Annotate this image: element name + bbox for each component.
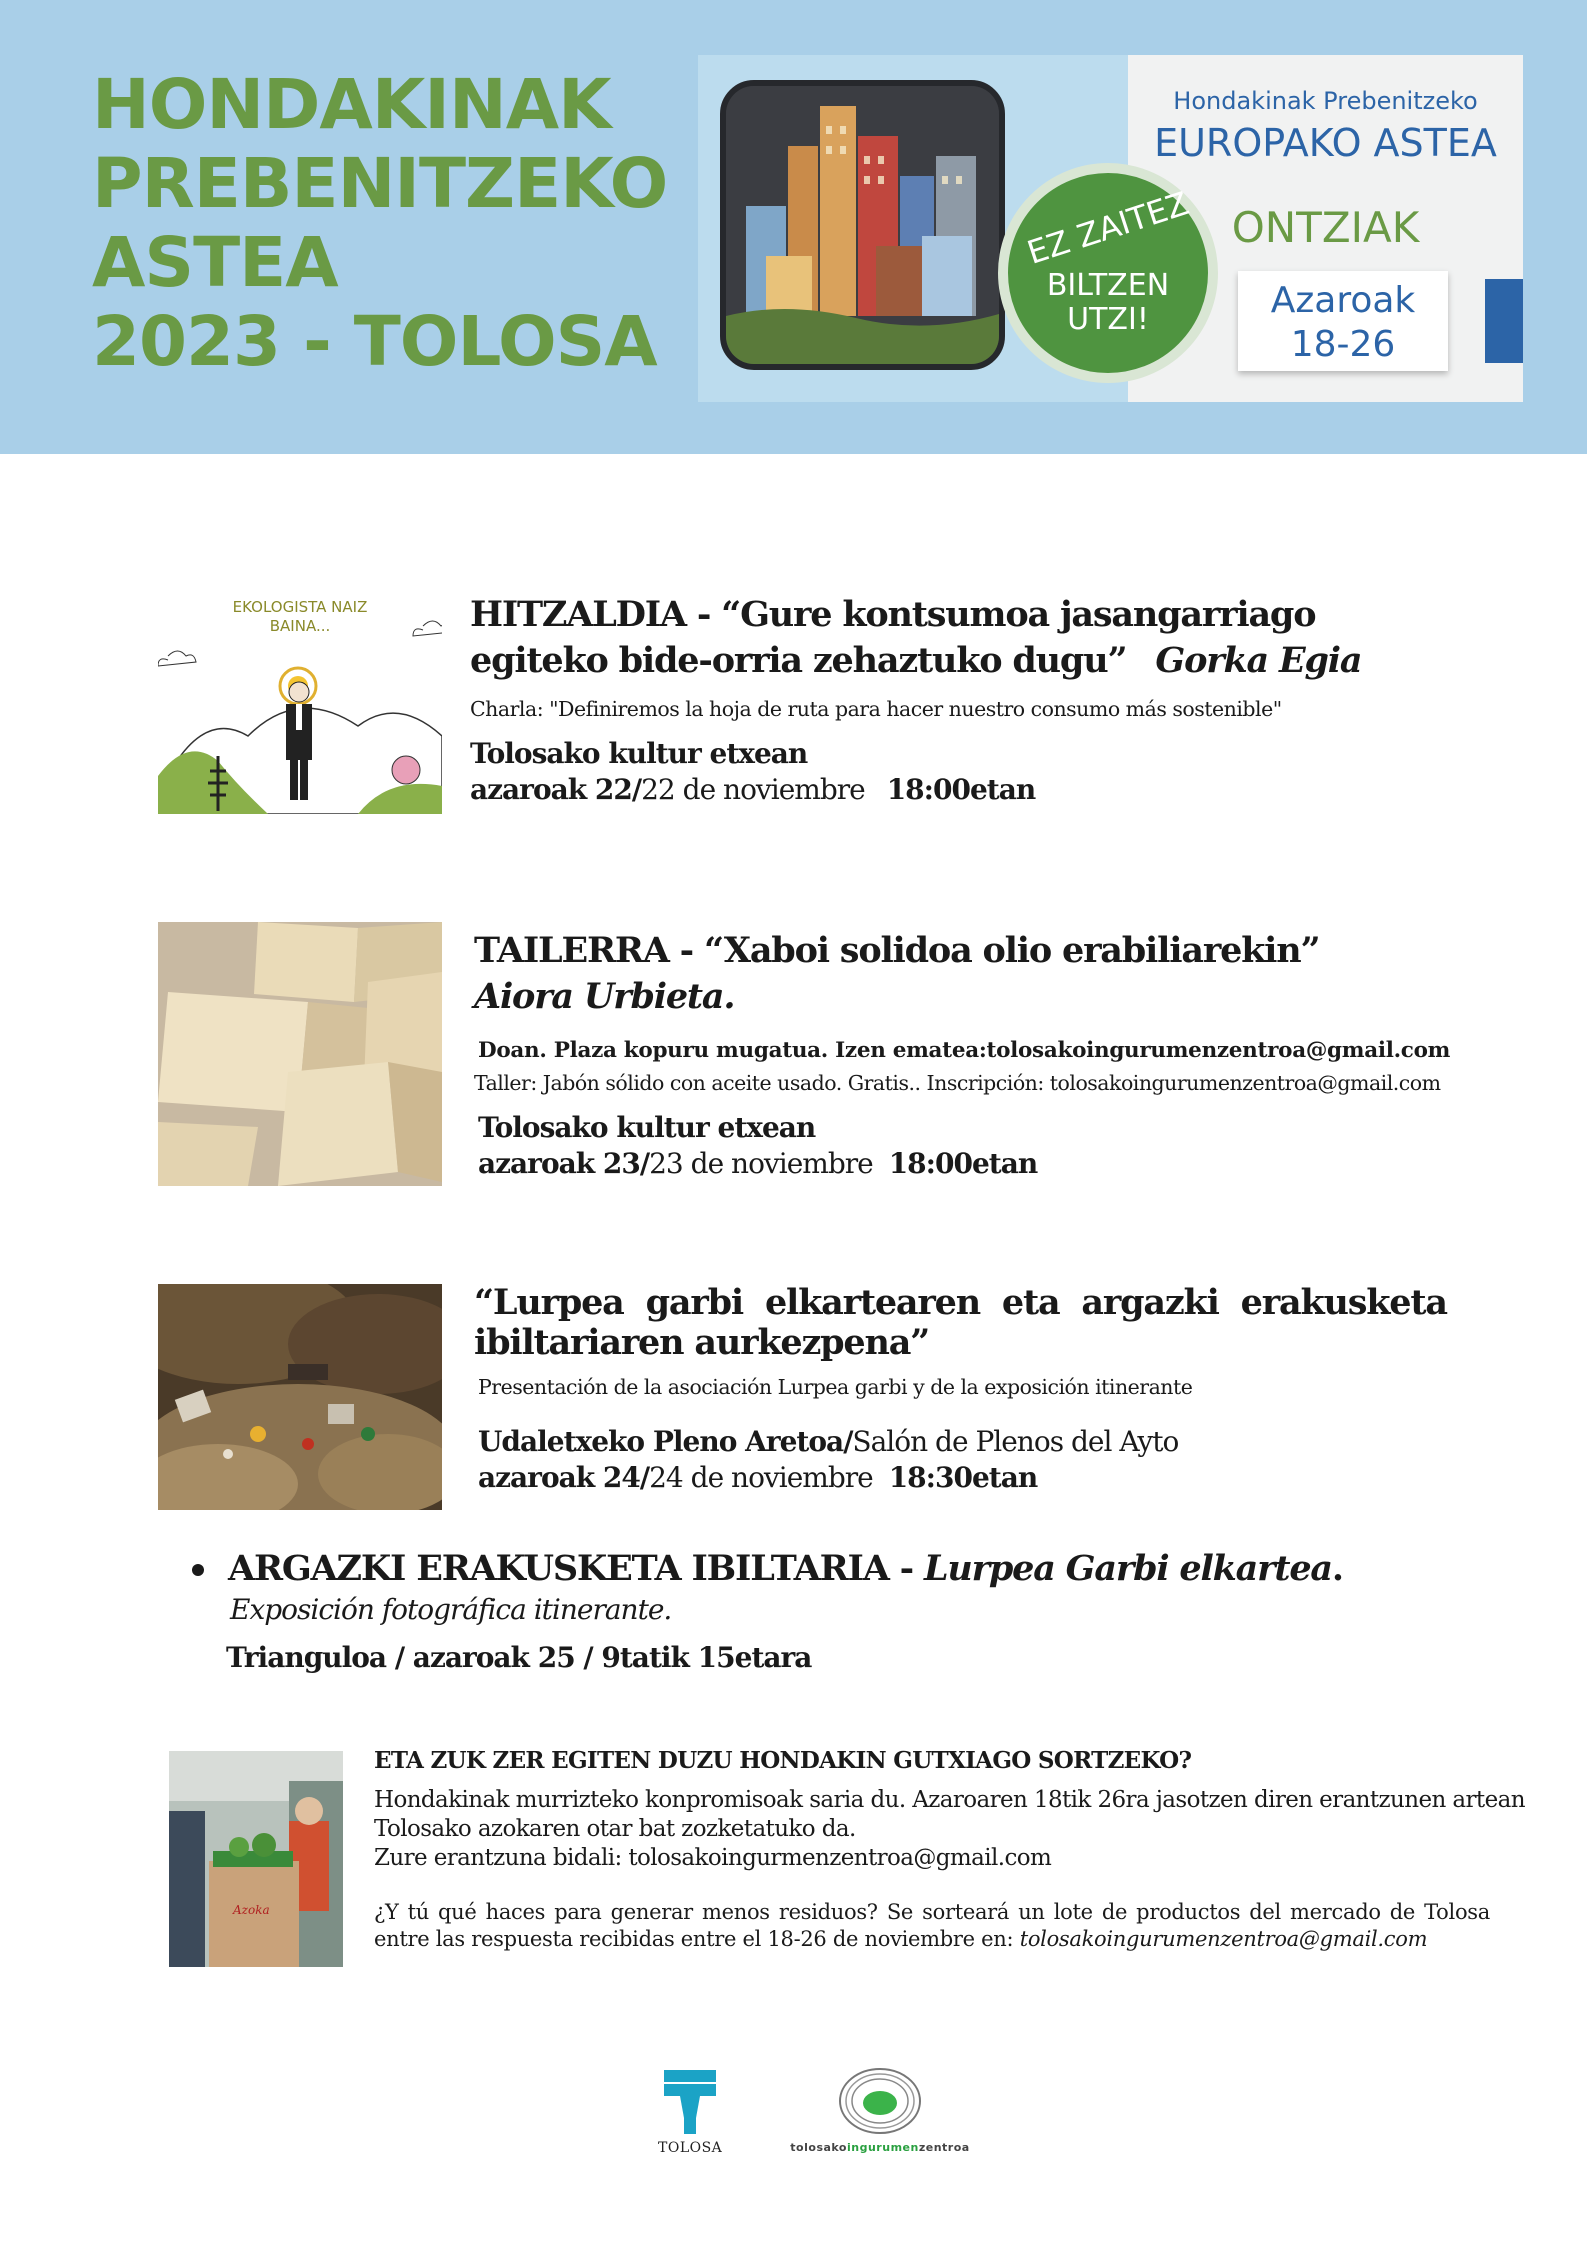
date-sep: / [639, 1461, 650, 1494]
event-place: Tolosako kultur etxean [478, 1111, 816, 1144]
event-info-eu: Doan. Plaza kopuru mugatua. Izen ematea:tolosakoingurumenzentroa@gmail.com [478, 1038, 1451, 1063]
campaign-date-range: 18-26 [1290, 324, 1396, 365]
event-presentation [474, 1280, 1447, 1496]
event-title-line: egiteko bide-orria zehaztuko dugu” [470, 640, 1127, 681]
badge-bottom-text [1008, 269, 1208, 337]
blue-strip [1485, 279, 1523, 363]
event-talk [470, 592, 1470, 808]
cave-photo [158, 1284, 442, 1510]
badge-line: BILTZEN [1046, 268, 1170, 303]
contest-text-es [374, 1899, 1490, 1953]
event-speaker: Aiora Urbieta. [474, 976, 735, 1017]
event-date [474, 1146, 1524, 1182]
event-title: ibiltariaren aurkezpena” [474, 1322, 930, 1363]
title-line: HONDAKINAK [92, 65, 611, 145]
campaign-theme: ONTZIAK [1231, 203, 1420, 252]
date-sep: / [631, 773, 642, 806]
exhibition-details: Trianguloa / azaroak 25 / 9tatik 15etara [226, 1641, 812, 1674]
event-info-es: Taller: Jabón sólido con aceite usado. Gratis.. Inscripción: tolosakoingurumenzentroa@gmail.com [474, 1071, 1441, 1095]
city-tray-illustration [720, 80, 1005, 370]
event-date [470, 772, 1470, 808]
event-workshop [474, 928, 1524, 1182]
campaign-date-label: Azaroak [1270, 280, 1416, 321]
event-subtitle: Presentación de la asociación Lurpea garbi y de la exposición itinerante [478, 1375, 1193, 1399]
tolosa-logo [658, 2070, 722, 2160]
date-eu: azaroak 24 [478, 1461, 640, 1494]
date-es: 23 de noviembre [649, 1147, 873, 1180]
campaign-banner [698, 55, 1523, 402]
tolosa-logo-text: TOLOSA [658, 2140, 723, 2156]
contest-heading: ETA ZUK ZER EGITEN DUZU HONDAKIN GUTXIAGO SORTZEKO? [374, 1747, 1192, 1774]
logo-word: ingurumen [847, 2141, 919, 2154]
exhibition-title-text: ARGAZKI ERAKUSKETA IBILTARIA - [228, 1548, 924, 1589]
market-photo [169, 1751, 343, 1967]
illustration-caption: EKOLOGISTA NAIZ [232, 598, 368, 616]
ingurumen-zentroa-logo [770, 2065, 990, 2165]
event-title: TAILERRA - “Xaboi solidoa olio erabiliarekin” [474, 930, 1320, 971]
exhibition-subtitle: Exposición fotográfica itinerante. [230, 1593, 672, 1626]
campaign-date-card [1238, 271, 1448, 371]
title-line: PREBENITZEKO [92, 144, 668, 224]
event-time: 18:00etan [888, 1147, 1038, 1180]
exhibition-org: Lurpea Garbi elkartea [923, 1548, 1332, 1589]
title-line: 2023 - TOLOSA [92, 302, 657, 382]
event-place-line [474, 1424, 1354, 1460]
illustration-caption: BAINA... [269, 617, 331, 635]
badge-line: UTZI! [1067, 302, 1149, 337]
event-speaker: Gorka Egia [1155, 640, 1362, 681]
event-time: 18:30etan [888, 1461, 1038, 1494]
campaign-badge [998, 163, 1218, 383]
badge-top-text: EZ ZAITEZ [1022, 184, 1194, 272]
event-place-es: Salón de Plenos del Ayto [852, 1425, 1179, 1458]
contest-email-es: tolosakoingurumenzentroa@gmail.com [1019, 1927, 1428, 1951]
date-eu: azaroak 22 [470, 773, 632, 806]
event-time: 18:00etan [886, 773, 1036, 806]
event-subtitle: Charla: "Definiremos la hoja de ruta para hacer nuestro consumo más sostenible" [470, 697, 1282, 721]
contest-email-eu: Zure erantzuna bidali: tolosakoingurmenzentroa@gmail.com [374, 1845, 1052, 1871]
event-place: Tolosako kultur etxean [470, 737, 808, 770]
exhibition-item [192, 1546, 1343, 1676]
date-es: 22 de noviembre [641, 773, 865, 806]
page-title [92, 66, 692, 382]
soap-photo [158, 922, 442, 1186]
event-date [474, 1460, 1354, 1496]
title-line: ASTEA [92, 223, 338, 303]
logo-word: tolosako [790, 2141, 847, 2154]
campaign-line-2: EUROPAKO ASTEA [1154, 121, 1497, 165]
date-sep: / [639, 1147, 650, 1180]
date-sep: / [843, 1425, 853, 1458]
campaign-line-1: Hondakinak Prebenitzeko [1173, 87, 1478, 115]
bullet-dot [192, 1564, 204, 1576]
logo-word: zentroa [918, 2141, 970, 2154]
event-title [470, 638, 1470, 684]
date-eu: azaroak 23 [478, 1147, 640, 1180]
date-es: 24 de noviembre [649, 1461, 873, 1494]
contest-text-es-body: ¿Y tú qué haces para generar menos residuos? Se sorteará un lote de productos del mercado de Tolosa entre las respuesta recibidas entre el 18-26 de noviembre en: [374, 1900, 1490, 1951]
contest-section [374, 1746, 1525, 1953]
event-place: Udaletxeko Pleno Aretoa [478, 1425, 844, 1458]
talk-illustration [158, 586, 442, 814]
exhibition-title-end: . [1331, 1548, 1343, 1589]
exhibition-title [228, 1546, 1343, 1592]
event-title-line: HITZALDIA - “Gure kontsumoa jasangarriago [470, 594, 1316, 635]
header-band [0, 0, 1587, 454]
event-title: “Lurpea garbi elkartearen eta argazki erakusketa [474, 1282, 1447, 1323]
event-title [470, 592, 1470, 638]
contest-text-eu: Tolosako azokaren otar bat zozketatuko da. [374, 1816, 856, 1842]
ingurumen-logo-text [770, 2141, 990, 2154]
bag-label: Azoka [233, 1903, 270, 1917]
contest-text-eu: Hondakinak murrizteko konpromisoak saria du. Azaroaren 18tik 26ra jasotzen diren erantzunen artean [374, 1787, 1525, 1813]
